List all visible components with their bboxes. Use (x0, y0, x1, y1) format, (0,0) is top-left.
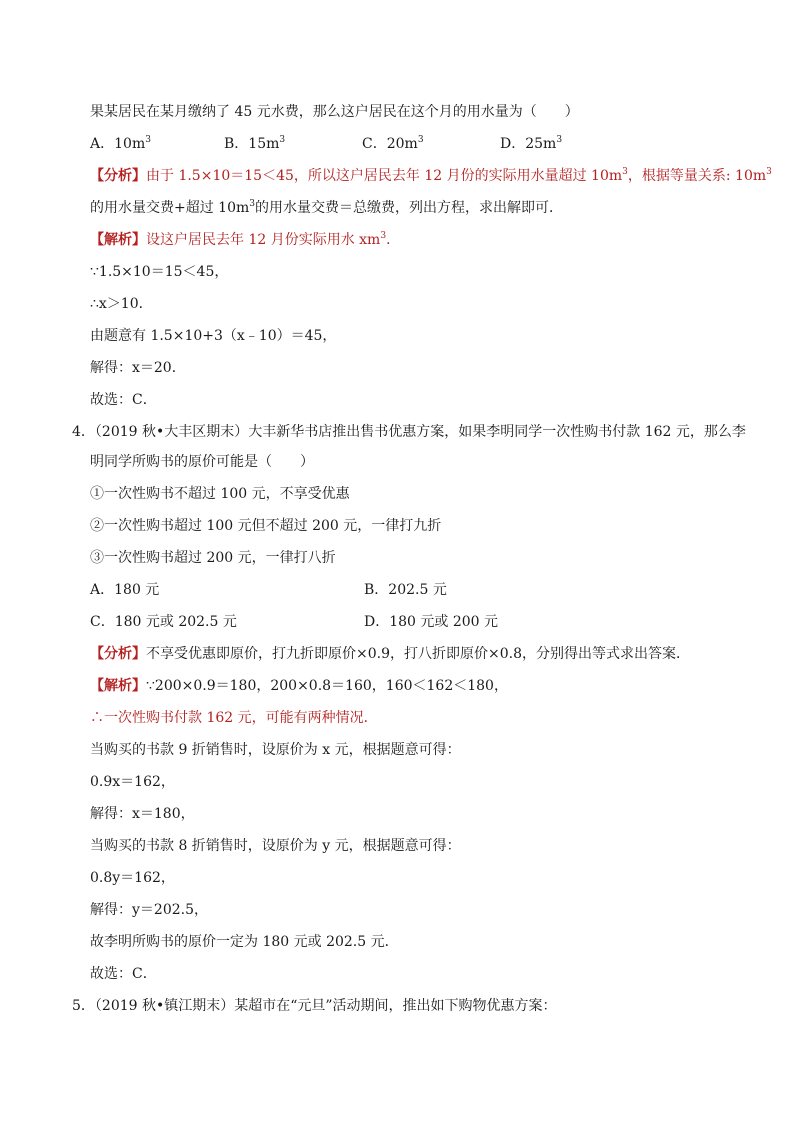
q4-option-c: C．180 元或 202.5 元 (90, 614, 237, 630)
q4-result-1: 解得：x＝180， (90, 806, 195, 822)
q3-options (90, 134, 754, 154)
q4-analysis: 【分析】不享受优惠即原价，打九折即原价×0.9，打八折即原价×0.8，分别得出等式求出答案． (90, 646, 690, 662)
q4-option-b: B．202.5 元 (364, 582, 447, 598)
q3-option-a: A．$10m^3$ (90, 135, 151, 152)
q3-step-2: ∴x＞10． (90, 296, 153, 312)
q4-result-2: 解得：y＝202.5， (90, 902, 208, 918)
q4-rule-2: ②一次性购书超过 100 元但不超过 200 元，一律打九折 (90, 518, 442, 534)
q4-options-row-1 (90, 580, 754, 600)
q5-stem-line-1: 5．（2019 秋•镇江期末）某超市在“元旦”活动期间，推出如下购物优惠方案： (72, 998, 557, 1014)
q3-analysis-line-2: 的用水量交费+超过 $10m^3$的用水量交费＝总缴费，列出方程，求出解即可． (90, 199, 564, 216)
q4-equation-2: 0.8y＝162， (90, 870, 175, 886)
q3-option-c: C．$20m^3$ (362, 135, 424, 152)
q3-option-b: B．$15m^3$ (224, 135, 286, 152)
q4-options-row-2 (90, 612, 754, 632)
q4-case-1: 当购买的书款 9 折销售时，设原价为 x 元，根据题意可得： (90, 742, 461, 758)
q3-step-4: 解得：x＝20． (90, 360, 186, 376)
q4-stem-line-1: 4．（2019 秋•大丰区期末）大丰新华书店推出售书优惠方案，如果李明同学一次性购书付款 162 元，那么李 (72, 424, 746, 440)
q4-solution-line-2: ∴一次性购书付款 162 元，可能有两种情况． (90, 710, 378, 726)
q3-analysis-line-1: 【分析】由于 1.5×10＝15＜45，所以这户居民去年 12 月份的实际用水量超过 $10m^3$，根据等量关系: $10m^3$ (90, 167, 772, 184)
q4-equation-1: 0.9x＝162， (90, 774, 175, 790)
q4-stem-line-2: 明同学所购书的原价可能是（ ） (90, 454, 314, 470)
analysis-label: 【分析】 (90, 646, 146, 662)
q4-option-d: D．180 元或 200 元 (364, 614, 499, 630)
analysis-label: 【分析】 (90, 168, 146, 184)
q4-option-a: A．180 元 (90, 582, 160, 598)
q4-solution-line-1: 【解析】∵200×0.9＝180，200×0.8＝160，160＜162＜180， (90, 678, 508, 694)
q3-answer: 故选：C． (90, 392, 157, 408)
q3-stem: 果某居民在某月缴纳了 45 元水费，那么这户居民在这个月的用水量为（ ） (90, 104, 579, 120)
q4-conclusion: 故李明所购书的原价一定为 180 元或 202.5 元． (90, 934, 399, 950)
q4-rule-3: ③一次性购书超过 200 元，一律打八折 (90, 550, 336, 566)
q4-answer: 故选：C． (90, 966, 157, 982)
solution-label: 【解析】 (90, 678, 146, 694)
q3-solution-line: 【解析】设这户居民去年 12 月份实际用水 $xm^3$． (90, 231, 401, 248)
q3-option-d: D．$25m^3$ (500, 135, 563, 152)
q4-case-2: 当购买的书款 8 折销售时，设原价为 y 元，根据题意可得： (90, 838, 461, 854)
q3-step-1: ∵1.5×10＝15＜45， (90, 264, 229, 280)
solution-label: 【解析】 (90, 232, 146, 248)
q4-rule-1: ①一次性购书不超过 100 元，不享受优惠 (90, 486, 350, 502)
q3-step-3: 由题意有 1.5×10+3（x﹣10）＝45， (90, 328, 337, 344)
